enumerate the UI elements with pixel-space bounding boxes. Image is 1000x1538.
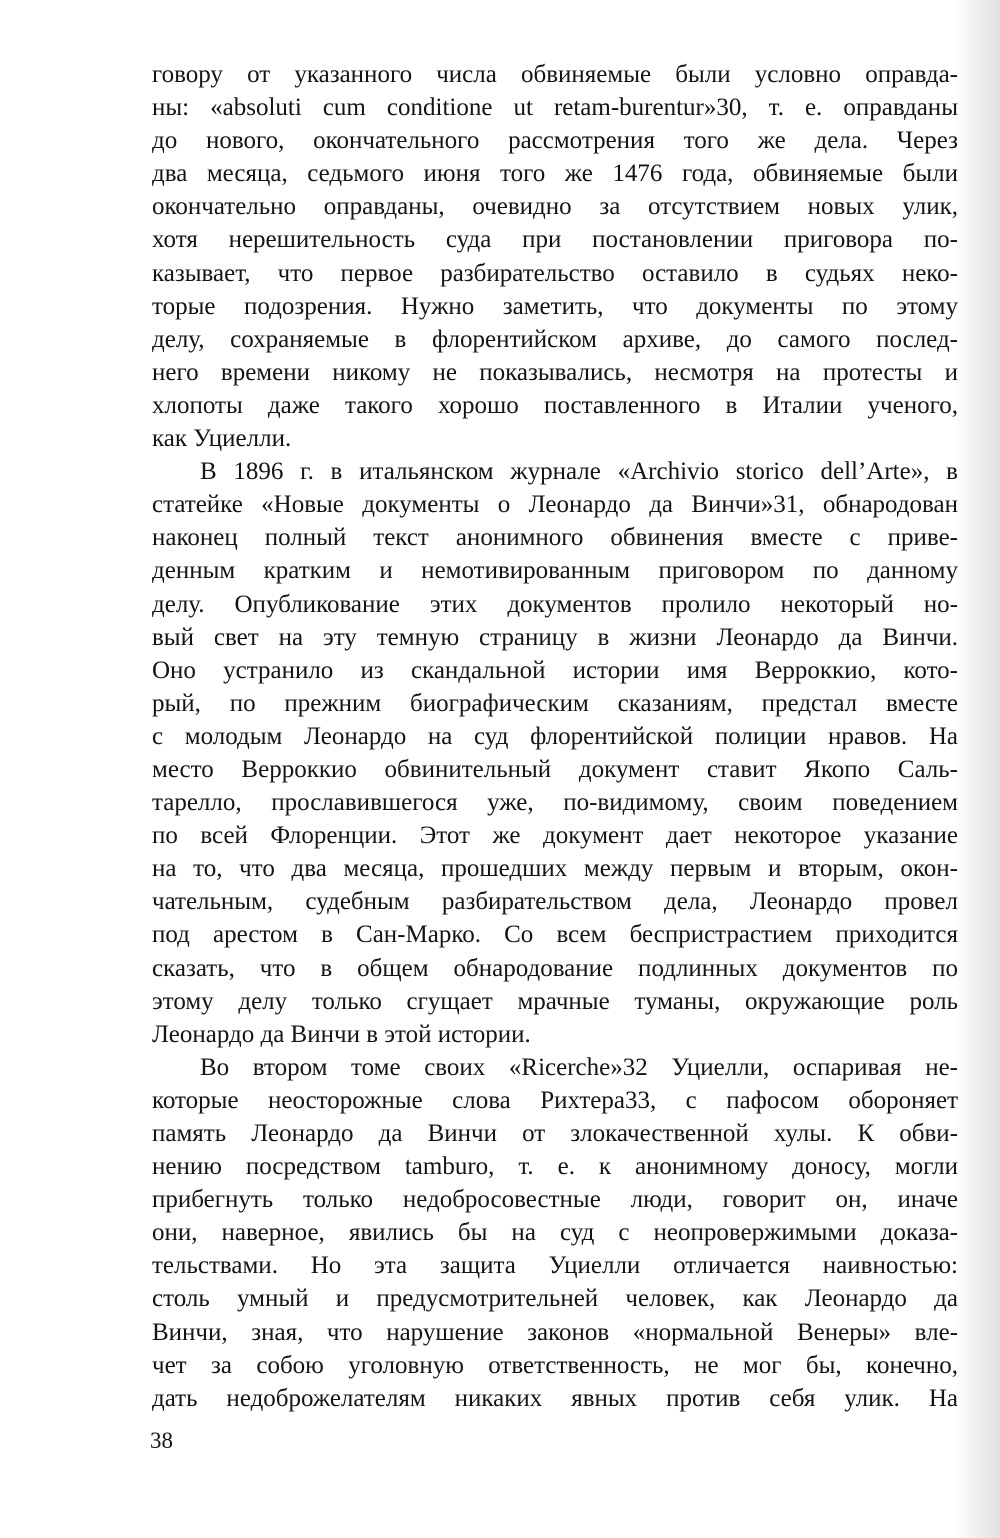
text-line: чет за собою уголовную ответственность, не мог бы, конечно,: [152, 1351, 958, 1379]
text-line: него времени никому не показывались, несмотря на протесты и: [152, 358, 958, 386]
text-line: денным кратким и немотивированным приговором по данному: [152, 557, 958, 585]
text-line: до нового, окончательного рассмотрения того же дела. Через: [152, 127, 958, 155]
text-line: как Уциелли.: [152, 425, 292, 453]
text-line: Леонардо да Винчи в этой истории.: [152, 1020, 531, 1048]
text-line: Во втором томе своих «Ricerche»32 Уциелли, оспаривая не-: [200, 1053, 958, 1081]
text-line: рый, по прежним биографическим сказаниям, предстал вместе: [152, 689, 958, 717]
text-line: с молодым Леонардо на суд флорентийской полиции нравов. На: [152, 722, 958, 750]
text-line: хотя нерешительность суда при постановлении приговора по-: [152, 226, 958, 254]
text-line: тельствами. Но эта защита Уциелли отличается наивностью:: [152, 1252, 958, 1280]
text-line: по всей Флоренции. Этот же документ дает некоторое указание: [152, 822, 958, 850]
text-line: хлопоты даже такого хорошо поставленного в Италии ученого,: [152, 391, 958, 419]
text-line: говору от указанного числа обвиняемые были условно оправда-: [152, 61, 958, 88]
page-number: 38: [150, 1428, 173, 1453]
text-line: тарелло, прославившегося уже, по-видимому, своим поведением: [152, 789, 958, 817]
text-line: окончательно оправданы, очевидно за отсутствием новых улик,: [152, 193, 958, 221]
text-line: нению посредством tamburo, т. е. к анонимному доносу, могли: [152, 1153, 958, 1181]
text-line: Оно устранило из скандальной истории имя Верроккио, кото-: [152, 656, 958, 684]
text-line: чательным, судебным разбирательством дела, Леонардо провел: [152, 888, 958, 916]
text-line: этому делу только сгущает мрачные туманы, окружающие роль: [152, 987, 958, 1015]
text-line: на то, что два месяца, прошедших между первым и вторым, окон-: [152, 855, 958, 883]
text-line: ны: «absoluti cum conditione ut retam-burentur»30, т. е. оправданы: [152, 94, 958, 122]
text-line: Винчи, зная, что нарушение законов «нормальной Венеры» вле-: [152, 1318, 958, 1346]
page-body-text: [152, 58, 958, 1415]
text-line: наконец полный текст анонимного обвинения вместе с приве-: [152, 524, 958, 552]
text-line: прибегнуть только недобросовестные люди, говорит он, иначе: [152, 1186, 958, 1214]
text-line: делу, сохраняемые в флорентийском архиве, до самого послед-: [152, 325, 958, 353]
text-line: статейке «Новые документы о Леонардо да Винчи»31, обнародован: [152, 491, 958, 519]
text-line: сказать, что в общем обнародование подлинных документов по: [152, 954, 958, 982]
text-line: вый свет на эту темную страницу в жизни Леонардо да Винчи.: [152, 623, 958, 651]
text-line: два месяца, седьмого июня того же 1476 года, обвиняемые были: [152, 160, 958, 188]
text-line: дать недоброжелателям никаких явных против себя улик. На: [152, 1384, 958, 1412]
text-line: столь умный и предусмотрительней человек, как Леонардо да: [152, 1285, 958, 1313]
text-line: они, наверное, явились бы на суд с неопровержимыми доказа-: [152, 1219, 958, 1247]
text-line: место Верроккио обвинительный документ ставит Якопо Саль-: [152, 755, 958, 783]
text-line: под арестом в Сан-Марко. Со всем беспристрастием приходится: [152, 921, 958, 949]
text-line: казывает, что первое разбирательство оставило в судьях неко-: [152, 259, 958, 287]
text-line: делу. Опубликование этих документов пролило некоторый но-: [152, 590, 958, 618]
text-line: память Леонардо да Винчи от злокачественной хулы. К обви-: [152, 1120, 958, 1147]
text-line: торые подозрения. Нужно заметить, что документы по этому: [152, 292, 958, 320]
text-line: В 1896 г. в итальянском журнале «Archivio storico dell’Arte», в: [200, 458, 958, 486]
page-edge-shadow: [956, 0, 1000, 1538]
text-line: которые неосторожные слова Рихтера33, с пафосом обороняет: [152, 1086, 958, 1114]
